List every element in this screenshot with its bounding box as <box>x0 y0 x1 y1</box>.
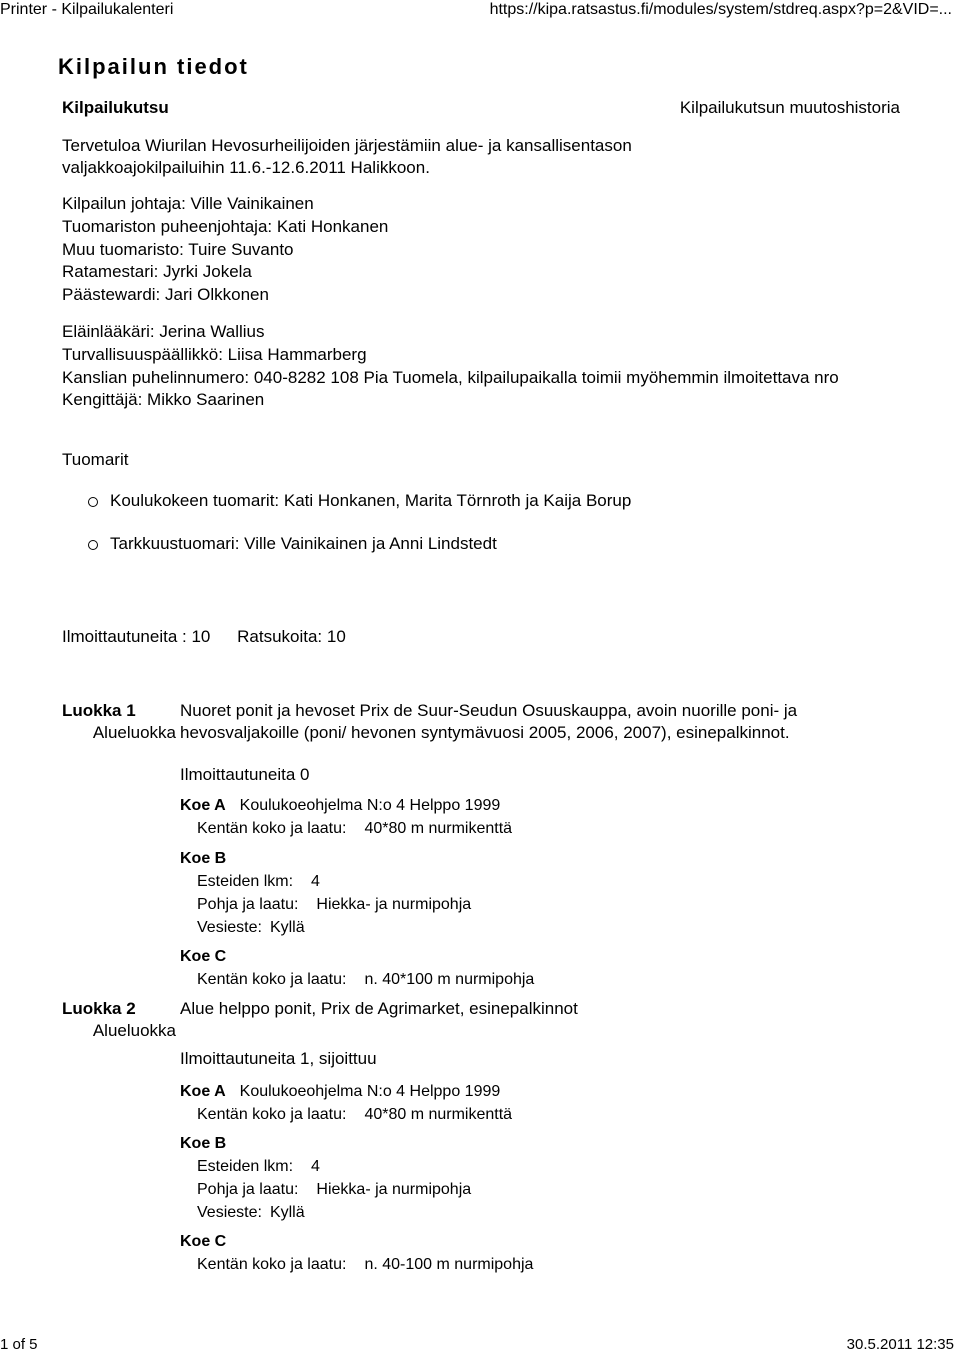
class-number: Luokka 1 <box>62 701 136 720</box>
koe-a <box>180 1080 880 1126</box>
official-line: Muu tuomaristo: Tuire Suvanto <box>62 239 294 259</box>
staff-list <box>62 321 862 412</box>
field-value: n. 40*100 m nurmipohja <box>364 971 535 988</box>
page-number: 1 of 5 <box>0 1336 38 1353</box>
water-value: Kyllä <box>269 1204 305 1221</box>
koe-c <box>180 1230 880 1276</box>
judges-list <box>88 490 631 555</box>
water-value: Kyllä <box>269 919 305 936</box>
obstacles-label: Esteiden lkm: <box>197 1158 294 1175</box>
water-label: Vesieste: <box>197 1204 262 1221</box>
field-label: Kentän koko ja laatu: <box>197 1256 347 1273</box>
koe-name: Koe C <box>180 948 227 965</box>
water-label: Vesieste: <box>197 919 262 936</box>
staff-line: Eläinlääkäri: Jerina Wallius <box>62 322 265 341</box>
officials-list <box>62 193 388 307</box>
koe-program: Koulukoeohjelma N:o 4 Helppo 1999 <box>239 797 501 814</box>
field-value: n. 40-100 m nurmipohja <box>364 1256 534 1273</box>
koe-b <box>180 847 880 939</box>
koe-b <box>180 1132 880 1224</box>
registration-counts <box>62 627 346 647</box>
obstacles-label: Esteiden lkm: <box>197 873 294 890</box>
circle-bullet-icon <box>88 540 98 550</box>
intro-text: Tervetuloa Wiurilan Hevosurheilijoiden järjestämiin alue- ja kansallisentason valjakkoajokilpailuihin 11.6.-12.6.2011 Halikkoon. <box>62 136 632 177</box>
ground-value: Hiekka- ja nurmipohja <box>316 1181 472 1198</box>
history-link[interactable]: Kilpailukutsun muutoshistoria <box>679 98 900 117</box>
class-number: Luokka 2 <box>62 999 136 1018</box>
ground-label: Pohja ja laatu: <box>197 896 299 913</box>
official-line: Tuomariston puheenjohtaja: Kati Honkanen <box>62 216 389 236</box>
print-datetime: 30.5.2011 12:35 <box>846 1336 954 1353</box>
list-item <box>88 533 631 555</box>
judge-text: Koulukokeen tuomarit: Kati Honkanen, Marita Törnroth ja Kaija Borup <box>110 491 632 510</box>
class-description: Nuoret ponit ja hevoset Prix de Suur-Seudun Osuuskauppa, avoin nuorille poni- ja hevosvaljakoille (poni/ hevonen syntymävuosi 2005, 2006, 2007), esinepalkinnot. <box>180 701 798 742</box>
page-title: Kilpailun tiedot <box>58 54 249 79</box>
koe-name: Koe A <box>180 1083 226 1100</box>
section-title: Kilpailukutsu <box>62 98 169 117</box>
staff-line: Kanslian puhelinnumero: 040-8282 108 Pia Tuomela, kilpailupaikalla toimii myöhemmin ilmoitettava nro <box>62 367 839 387</box>
koe-c <box>180 945 880 991</box>
class-type: Alueluokka <box>92 1021 176 1040</box>
obstacles-value: 4 <box>311 873 320 890</box>
staff-line: Turvallisuuspäällikkö: Liisa Hammarberg <box>62 344 367 364</box>
registered-count: Ilmoittautuneita : 10 <box>62 627 211 646</box>
class-registered: Ilmoittautuneita 0 <box>180 765 310 784</box>
class-description: Alue helppo ponit, Prix de Agrimarket, esinepalkinnot <box>180 999 578 1018</box>
field-label: Kentän koko ja laatu: <box>197 1106 347 1123</box>
field-value: 40*80 m nurmikenttä <box>364 1106 513 1123</box>
official-line: Päästewardi: Jari Olkkonen <box>62 285 269 305</box>
field-label: Kentän koko ja laatu: <box>197 971 347 988</box>
obstacles-value: 4 <box>311 1158 320 1175</box>
koe-a <box>180 794 880 840</box>
field-label: Kentän koko ja laatu: <box>197 820 347 837</box>
print-header-title: Printer - Kilpailukalenteri <box>0 1 174 18</box>
ground-label: Pohja ja laatu: <box>197 1181 299 1198</box>
field-value: 40*80 m nurmikenttä <box>364 820 513 837</box>
koe-name: Koe B <box>180 850 227 867</box>
official-line: Kilpailun johtaja: Ville Vainikainen <box>62 194 314 213</box>
horses-count: Ratsukoita: 10 <box>237 627 346 646</box>
class-registered: Ilmoittautuneita 1, sijoittuu <box>180 1049 377 1068</box>
print-header <box>0 0 960 20</box>
class-type: Alueluokka <box>92 723 176 742</box>
circle-bullet-icon <box>88 497 98 507</box>
judges-heading: Tuomarit <box>62 450 129 469</box>
ground-value: Hiekka- ja nurmipohja <box>316 896 472 913</box>
staff-line: Kengittäjä: Mikko Saarinen <box>62 390 265 410</box>
koe-name: Koe C <box>180 1233 227 1250</box>
koe-name: Koe B <box>180 1135 227 1152</box>
koe-program: Koulukoeohjelma N:o 4 Helppo 1999 <box>239 1083 501 1100</box>
print-footer <box>0 1336 960 1354</box>
list-item <box>88 490 631 512</box>
print-header-url: https://kipa.ratsastus.fi/modules/system/stdreq.aspx?p=2&VID=... <box>489 1 952 18</box>
class-label <box>62 700 176 744</box>
judge-text: Tarkkuustuomari: Ville Vainikainen ja Anni Lindstedt <box>110 534 497 553</box>
official-line: Ratamestari: Jyrki Jokela <box>62 262 252 282</box>
class-label <box>62 998 176 1042</box>
koe-name: Koe A <box>180 797 226 814</box>
